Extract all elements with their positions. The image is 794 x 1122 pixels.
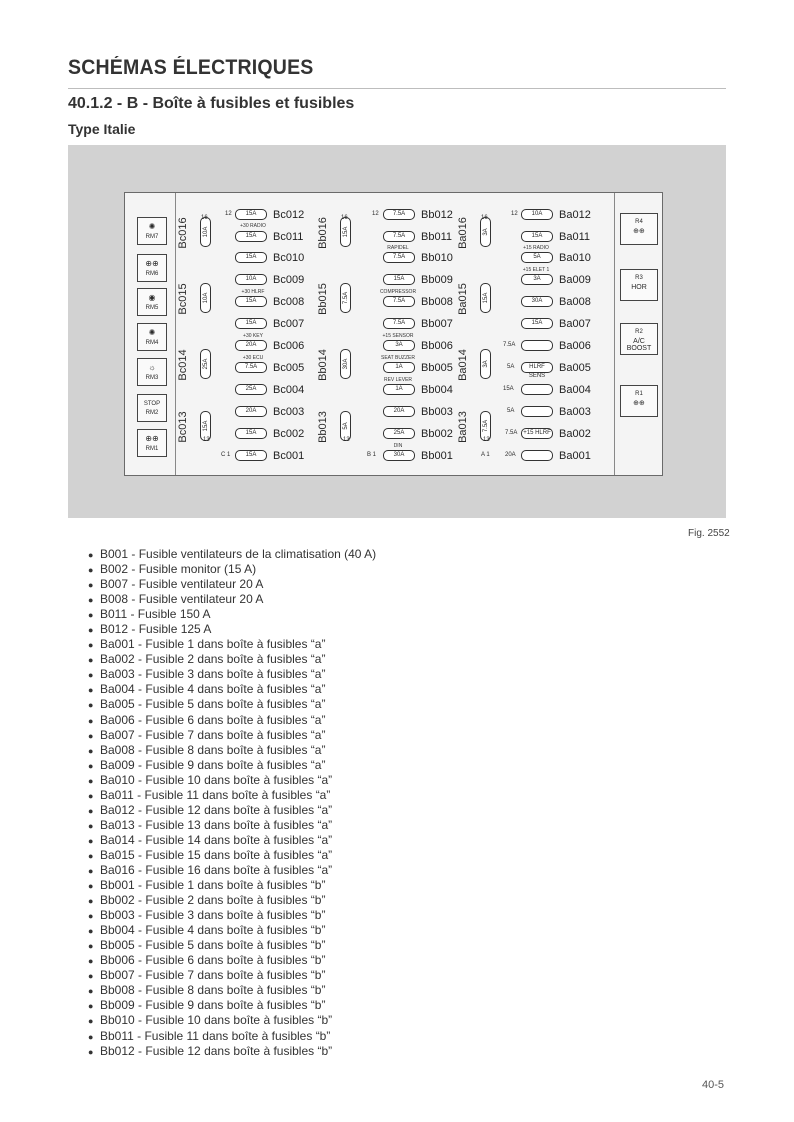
type-title: Type Italie — [68, 121, 136, 137]
bullet-icon: ● — [88, 640, 94, 651]
amp-label: 7.5A — [505, 430, 518, 436]
bullet-icon: ● — [88, 971, 94, 982]
bullet-icon: ● — [88, 715, 94, 726]
list-item: ● Ba015 - Fusible 15 dans boîte à fusibles “a” — [88, 847, 333, 862]
relay-rm4: ✺ RM4 — [137, 323, 167, 351]
position-label: 13 — [203, 437, 210, 443]
list-item: ● Ba011 - Fusible 11 dans boîte à fusibles “a” — [88, 787, 331, 802]
relay-r3: R3 HOR — [620, 269, 658, 301]
fuse-list — [88, 547, 376, 1059]
bullet-icon: ● — [88, 670, 94, 681]
list-item: ● Ba007 - Fusible 7 dans boîte à fusibles “a” — [88, 727, 326, 742]
annotation: COMPRESSOR — [379, 289, 417, 295]
relay-rm5: ◉ RM5 — [137, 288, 167, 316]
bullet-icon: ● — [88, 865, 94, 876]
bullet-icon: ● — [88, 956, 94, 967]
lights-icon: ⊕⊕ — [633, 400, 645, 407]
position-label: 13 — [483, 437, 490, 443]
fuse-bb006: 3A Bb006 — [383, 339, 453, 352]
list-item: ● Bb010 - Fusible 10 dans boîte à fusibles “b” — [88, 1013, 333, 1028]
list-item: ● B007 - Fusible ventilateur 20 A — [88, 577, 264, 592]
fuse-box-diagram — [124, 192, 663, 476]
annotation: +15 ELET 1 — [522, 267, 550, 273]
list-item: ● Ba016 - Fusible 16 dans boîte à fusibles “a” — [88, 862, 333, 877]
vfuse-ba014: Ba014 3A — [463, 339, 505, 391]
page-number: 40-5 — [702, 1079, 725, 1091]
position-label: 12 — [511, 211, 518, 217]
list-item: ● B002 - Fusible monitor (15 A) — [88, 562, 257, 577]
bullet-icon: ● — [88, 1046, 94, 1057]
bullet-icon: ● — [88, 986, 94, 997]
relay-rm3: ☼ RM3 — [137, 358, 167, 386]
fuse-ba007: 15A Ba007 — [521, 317, 591, 330]
bullet-icon: ● — [88, 896, 94, 907]
bullet-icon: ● — [88, 775, 94, 786]
title-rule — [68, 88, 726, 89]
section-title: SCHÉMAS ÉLECTRIQUES — [68, 56, 314, 79]
relay-r1: R1 ⊕⊕ — [620, 385, 658, 417]
fuse-ba009: 3A Ba009 — [521, 273, 591, 286]
list-item: ● Bb008 - Fusible 8 dans boîte à fusibles “b” — [88, 983, 326, 998]
list-item: ● Bb012 - Fusible 12 dans boîte à fusibles “b” — [88, 1043, 333, 1058]
fuse-bb009: 15A Bb009 — [383, 273, 453, 286]
lights-icon: ⊕⊕ — [145, 259, 159, 268]
list-item: ● Ba014 - Fusible 14 dans boîte à fusibles “a” — [88, 832, 333, 847]
vfuse-ba015: Ba015 15A — [463, 273, 505, 325]
fuse-bc007: 15A Bc007 — [235, 317, 304, 330]
sun-icon: ☼ — [148, 363, 156, 372]
figure-caption: Fig. 2552 — [688, 528, 730, 539]
vfuse-bc013: Bc013 15A — [183, 401, 225, 453]
bullet-icon: ● — [88, 655, 94, 666]
bullet-icon: ● — [88, 595, 94, 606]
fuse-ba006: Ba006 — [521, 339, 591, 352]
fuse-ba010: 5A Ba010 — [521, 251, 591, 264]
fuse-ba004: Ba004 — [521, 383, 591, 396]
bullet-icon: ● — [88, 580, 94, 591]
vfuse-bb016: Bb016 15A — [323, 207, 365, 259]
annotation: RAPIDEL — [387, 245, 409, 251]
vfuse-ba013: Ba013 7.5A — [463, 401, 505, 453]
relay-column-right — [614, 193, 662, 475]
amp-label: 5A — [507, 408, 515, 414]
bullet-icon: ● — [88, 745, 94, 756]
bullet-icon: ● — [88, 730, 94, 741]
fuse-bc003: 20A Bc003 — [235, 405, 304, 418]
list-item: ● Ba013 - Fusible 13 dans boîte à fusibles “a” — [88, 817, 333, 832]
fuse-bc005: 7.5A Bc005 — [235, 361, 304, 374]
fuse-bc006: 20A Bc006 — [235, 339, 304, 352]
fuse-ba002: +15 HLRF Ba002 — [521, 427, 591, 440]
position-label: 12 — [372, 211, 379, 217]
annotation: SEAT BUZZER — [381, 355, 415, 361]
fuse-bc011: 15A Bc011 — [235, 230, 303, 243]
list-item: ● Ba005 - Fusible 5 dans boîte à fusibles “a” — [88, 697, 326, 712]
annotation: +30 HLRF — [241, 289, 265, 295]
annotation: +30 KEY — [243, 333, 263, 339]
list-item: ● Bb005 - Fusible 5 dans boîte à fusibles “b” — [88, 938, 326, 953]
position-label: C 1 — [221, 452, 231, 458]
list-item: ● Ba008 - Fusible 8 dans boîte à fusibles “a” — [88, 742, 326, 757]
fuse-ba011: 15A Ba011 — [521, 230, 590, 243]
bullet-icon: ● — [88, 550, 94, 560]
list-item: ● Ba009 - Fusible 9 dans boîte à fusibles “a” — [88, 757, 326, 772]
fuse-bb008: 7.5A Bb008 — [383, 295, 453, 308]
bullet-icon: ● — [88, 805, 94, 816]
relay-rm7: ✺ RM7 — [137, 217, 167, 245]
fuse-ba003: Ba003 — [521, 405, 591, 418]
subsection-title: 40.1.2 - B - Boîte à fusibles et fusibles — [68, 95, 355, 112]
lights-icon: ⊕⊕ — [633, 228, 645, 235]
list-item: ● Ba003 - Fusible 3 dans boîte à fusibles “a” — [88, 667, 326, 682]
vfuse-bc015: Bc015 10A — [183, 273, 225, 325]
fuse-ba005: HLRF SENS Ba005 — [521, 361, 591, 374]
bullet-icon: ● — [88, 790, 94, 801]
list-item: ● Bb003 - Fusible 3 dans boîte à fusibles “b” — [88, 908, 326, 923]
fuse-bb012: 7.5A Bb012 — [383, 208, 453, 221]
relay-rm1: ⊕⊕ RM1 — [137, 429, 167, 457]
relay-r4: R4 ⊕⊕ — [620, 213, 658, 245]
fuse-bc012: 15A Bc012 — [235, 208, 304, 221]
list-item: ● B012 - Fusible 125 A — [88, 622, 212, 637]
list-item: ● Bb001 - Fusible 1 dans boîte à fusibles “b” — [88, 878, 326, 893]
bullet-icon: ● — [88, 685, 94, 696]
fuse-bb002: 25A Bb002 — [383, 427, 453, 440]
fuse-bc010: 15A Bc010 — [235, 251, 304, 264]
annotation: REV LEVER — [383, 377, 413, 383]
lamp-icon: ✺ — [148, 328, 156, 337]
position-label: 16 — [201, 215, 208, 221]
amp-label: 7.5A — [503, 342, 516, 348]
fuse-bb010: 7.5A Bb010 — [383, 251, 453, 264]
list-item: ● Bb009 - Fusible 9 dans boîte à fusibles “b” — [88, 998, 326, 1013]
bullet-icon: ● — [88, 881, 94, 892]
position-label: B 1 — [367, 452, 377, 458]
vfuse-ba016: Ba016 3A — [463, 207, 505, 259]
list-item: ● Ba001 - Fusible 1 dans boîte à fusibles “a” — [88, 637, 326, 652]
list-item: ● Bb007 - Fusible 7 dans boîte à fusibles “b” — [88, 968, 326, 983]
position-label: 16 — [481, 215, 488, 221]
amp-label: 5A — [507, 364, 515, 370]
bullet-icon: ● — [88, 625, 94, 636]
bullet-icon: ● — [88, 850, 94, 861]
fuse-bc008: 15A Bc008 — [235, 295, 304, 308]
fuse-bb011: 7.5A Bb011 — [383, 230, 452, 243]
list-item: ● Bb004 - Fusible 4 dans boîte à fusibles “b” — [88, 923, 326, 938]
fuse-bb003: 20A Bb003 — [383, 405, 453, 418]
bullet-icon: ● — [88, 1016, 94, 1027]
bullet-icon: ● — [88, 835, 94, 846]
list-item: ● Ba012 - Fusible 12 dans boîte à fusibles “a” — [88, 802, 333, 817]
lamp-icon: ✺ — [148, 222, 156, 231]
fuse-ba012: 10A Ba012 — [521, 208, 591, 221]
fuse-bb007: 7.5A Bb007 — [383, 317, 453, 330]
bullet-icon: ● — [88, 926, 94, 937]
fuse-bb001: 30A Bb001 — [383, 449, 453, 462]
position-label: 12 — [225, 211, 232, 217]
fuse-bc009: 10A Bc009 — [235, 273, 304, 286]
annotation: DIN — [393, 443, 403, 449]
list-item: ● B008 - Fusible ventilateur 20 A — [88, 592, 264, 607]
fuse-bb004: 1A Bb004 — [383, 383, 453, 396]
bullet-icon: ● — [88, 820, 94, 831]
fuse-bc004: 25A Bc004 — [235, 383, 304, 396]
bullet-icon: ● — [88, 610, 94, 621]
annotation: +30 RADIO — [240, 223, 266, 229]
list-item: ● Ba004 - Fusible 4 dans boîte à fusibles “a” — [88, 682, 326, 697]
amp-label: 15A — [503, 386, 514, 392]
annotation: +15 SENSOR — [382, 333, 414, 339]
vfuse-bb014: Bb014 30A — [323, 339, 365, 391]
vfuse-bc014: Bc014 25A — [183, 339, 225, 391]
annotation: +15 RADIO — [523, 245, 549, 251]
list-item: ● B001 - Fusible ventilateurs de la climatisation (40 A) — [88, 547, 377, 561]
bullet-icon: ● — [88, 941, 94, 952]
relay-rm6: ⊕⊕ RM6 — [137, 254, 167, 282]
fuse-bb005: 1A Bb005 — [383, 361, 453, 374]
position-label: A 1 — [481, 452, 490, 458]
list-item: ● Bb002 - Fusible 2 dans boîte à fusibles “b” — [88, 893, 326, 908]
light-icon: ◉ — [148, 293, 156, 302]
list-item: ● Bb011 - Fusible 11 dans boîte à fusibles “b” — [88, 1028, 331, 1043]
bullet-icon: ● — [88, 700, 94, 711]
position-label: 13 — [343, 437, 350, 443]
annotation: +30 ECU — [242, 355, 264, 361]
relay-rm2: STOP RM2 — [137, 394, 167, 422]
list-item: ● Ba010 - Fusible 10 dans boîte à fusibles “a” — [88, 772, 333, 787]
lights-icon: ⊕⊕ — [145, 434, 159, 443]
bullet-icon: ● — [88, 1001, 94, 1012]
fuse-bc001: 15A Bc001 — [235, 449, 304, 462]
amp-label: 20A — [505, 452, 516, 458]
vfuse-bb015: Bb015 7.5A — [323, 273, 365, 325]
position-label: 16 — [341, 215, 348, 221]
bullet-icon: ● — [88, 760, 94, 771]
list-item: ● Ba002 - Fusible 2 dans boîte à fusibles “a” — [88, 652, 326, 667]
relay-column-left — [125, 193, 176, 475]
bullet-icon: ● — [88, 911, 94, 922]
bullet-icon: ● — [88, 565, 94, 576]
list-item: ● Ba006 - Fusible 6 dans boîte à fusibles “a” — [88, 712, 326, 727]
fuse-bc002: 15A Bc002 — [235, 427, 304, 440]
fuse-ba008: 30A Ba008 — [521, 295, 591, 308]
list-item: ● B011 - Fusible 150 A — [88, 607, 211, 622]
vfuse-bc016: Bc016 10A — [183, 207, 225, 259]
list-item: ● Bb006 - Fusible 6 dans boîte à fusibles “b” — [88, 953, 326, 968]
bullet-icon: ● — [88, 1031, 94, 1042]
relay-r2: R2 A/C BOOST — [620, 323, 658, 355]
vfuse-bb013: Bb013 5A — [323, 401, 365, 453]
fuse-ba001: Ba001 — [521, 449, 591, 462]
